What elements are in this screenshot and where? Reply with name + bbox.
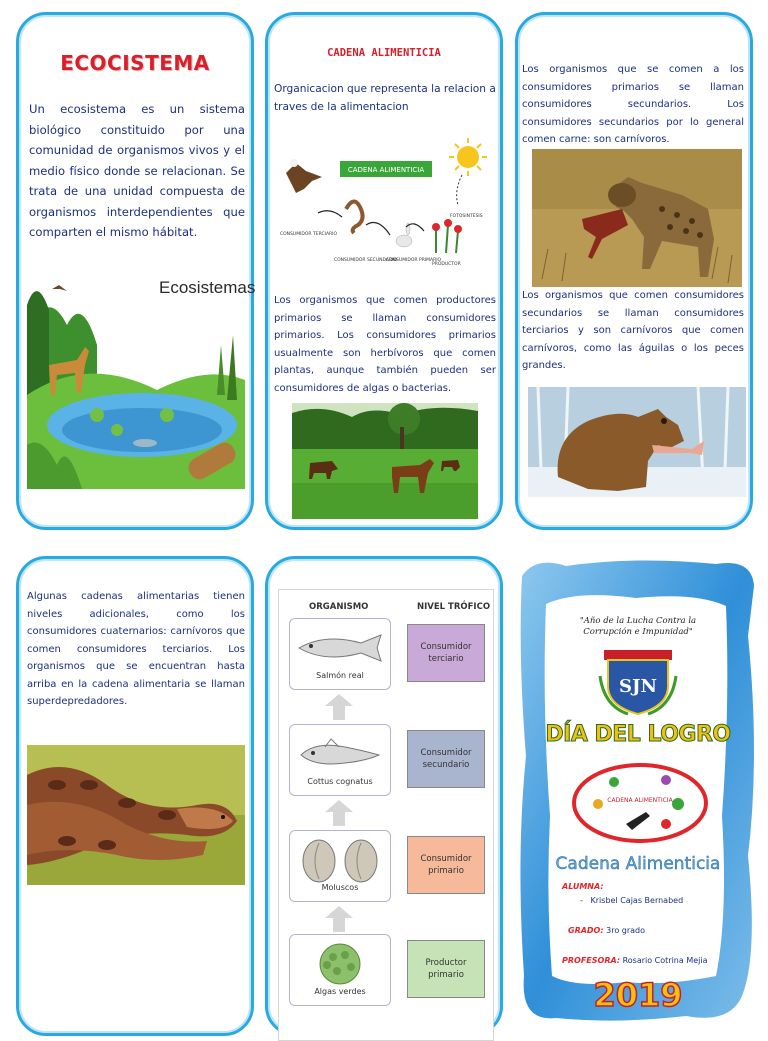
header-nivel-trofico: NIVEL TRÓFICO [417, 602, 491, 612]
grade-row [568, 926, 645, 935]
panel-niveles-troficos [265, 556, 503, 1036]
organism-image [290, 625, 390, 671]
panel-superdepredadores [16, 556, 254, 1036]
svg-text:CADENA ALIMENTICIA: CADENA ALIMENTICIA [607, 797, 673, 804]
organism-name: Moluscos [321, 883, 359, 892]
consumidores-terciarios-text: Los organismos que comen consumidores secundarios se llaman consumidores terciarios y son carnívoros que comen carnívoros, como las águilas o los peces grandes. [522, 290, 744, 371]
food-chain-diagram [274, 133, 496, 283]
event-title: DÍA DEL LOGRO [545, 722, 731, 747]
diagram-banner: CADENA ALIMENTICIA [347, 166, 425, 174]
trophic-diagram [278, 589, 494, 1041]
header-organismo: ORGANISMO [309, 602, 369, 612]
organism-card [289, 618, 391, 690]
student-label: ALUMNA: [562, 882, 604, 891]
ecosystem-illustration [27, 265, 256, 489]
up-arrow-icon [325, 694, 353, 720]
panel-cadena-alimenticia [265, 12, 503, 530]
trophic-level-box: Consumidor terciario [407, 624, 485, 682]
superdepredadores-text: Algunas cadenas alimentarias tienen niveles adicionales, como los consumidores cuaternarios: carnívoros que comen consumidores terciarios. Los organismos que se encuentran hasta arriba en la cadena alimentaria se llaman superdepredadores. [27, 591, 245, 707]
panel-consumidores [515, 12, 753, 530]
organism-image [290, 731, 390, 777]
label-terciario: CONSUMIDOR TERCIARIO [280, 232, 338, 237]
school-shield-icon [598, 646, 678, 716]
ecosistemas-label: Ecosistemas [159, 278, 256, 297]
motto-text: "Año de la Lucha Contra la Corrupción e Impunidad" [579, 616, 697, 637]
up-arrow-icon [325, 906, 353, 932]
label-primario: CONSUMIDOR PRIMARIO [386, 258, 442, 263]
organism-image [290, 941, 390, 987]
student-name: - Krisbel Cajas Bernabed [580, 896, 684, 905]
panel-title: ECOCISTEMA [60, 51, 210, 75]
teacher-label: PROFESORA: [562, 956, 621, 965]
organism-card [289, 724, 391, 796]
grade-label: GRADO: [568, 926, 604, 935]
ecosistema-definition: Un ecosistema es un sistema biológico constituido por una comunidad de organismos vivos y el medio físico donde se relacionan. Se trata de una unidad compuesta de organismos interdependientes que comparten el mismo hábitat. [29, 102, 245, 239]
up-arrow-icon [325, 800, 353, 826]
horses-photo [292, 403, 478, 519]
organism-card [289, 830, 391, 902]
organism-name: Cottus cognatus [307, 777, 373, 786]
student-name-value: Krisbel Cajas Bernabed [590, 896, 684, 905]
trophic-level-box: Consumidor primario [407, 836, 485, 894]
teacher-row [562, 956, 708, 965]
snake-photo [27, 745, 245, 885]
panel-title: CADENA ALIMENTICIA [327, 47, 441, 59]
svg-text:SJN: SJN [619, 676, 657, 697]
fotosintesis-label: FOTOSINTESIS [450, 214, 483, 219]
subject-title: Cadena Alimenticia [555, 854, 721, 874]
cadena-intro: Organicacion que representa la relacion a traves de la alimentacion [274, 83, 496, 113]
teacher-name: Rosario Cotrina Mejia [622, 956, 708, 965]
label-productor: PRODUCTOR [432, 262, 461, 267]
grade-value: 3ro grado [606, 926, 645, 935]
organism-name: Salmón real [316, 671, 364, 680]
cover-page [516, 556, 760, 1024]
trophic-level-box: Productor primario [407, 940, 485, 998]
label-secundario: CONSUMIDOR SECUNDARIO [334, 258, 397, 263]
panel-ecosistema [16, 12, 254, 530]
consumidores-secundarios-text: Los organismos que se comen a los consumidores primarios se llaman consumidores secundarios. Los consumidores secundarios por lo general comen carne: son carnívoros. [522, 64, 744, 145]
year-text: 2019 [593, 976, 683, 1014]
trophic-level-box: Consumidor secundario [407, 730, 485, 788]
organism-image [290, 837, 390, 883]
food-chain-oval [570, 760, 710, 846]
organism-name: Algas verdes [314, 987, 366, 996]
organism-card [289, 934, 391, 1006]
consumidores-primarios-text: Los organismos que comen productores primarios se llaman consumidores primarios. Los consumidores primarios usualmente son herbívoros que comen plantas, aunque también pueden ser consumidores de algas o bacterias. [274, 295, 496, 394]
bear-photo [528, 387, 746, 497]
hyena-photo [532, 149, 742, 287]
